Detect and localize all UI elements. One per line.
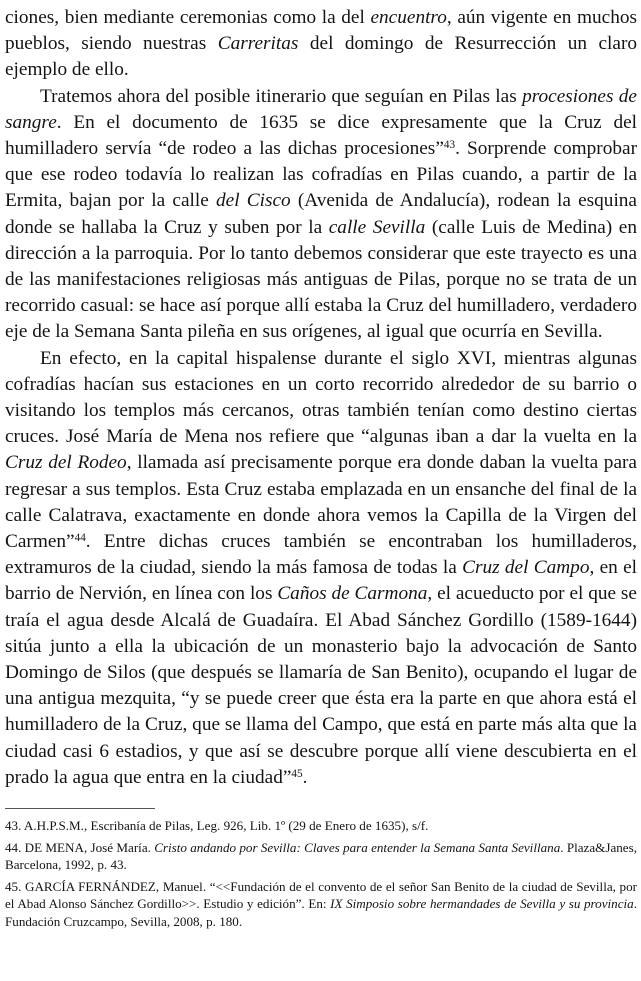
footnote-43: [5, 817, 637, 835]
text-run: (Avenida de Andalucía), rodean la esquina donde se hallaba la Cruz y suben por la: [5, 190, 637, 238]
italic-text: procesiones de sangre: [5, 85, 637, 133]
text-run: ciones, bien mediante ceremonias como la del: [5, 7, 371, 28]
text-run: . Plaza&Janes, Barcelona, 1992, p. 43.: [5, 839, 637, 873]
text-run: . Entre dichas cruces también se encontraban los humilladeros, extramuros de la ciudad, siendo la más famosa de todas la: [5, 531, 637, 579]
text-run: . Fundación Cruzcampo, Sevilla, 2008, p. 180.: [5, 896, 637, 929]
footnote-reference: 44: [74, 531, 86, 544]
italic-text: Cristo andando por Sevilla: Claves para entender la Semana Santa Sevillana: [154, 839, 561, 855]
text-run: . Sorprende comprobar que ese rodeo todavía lo realizan las cofradías en Pilas cuando, a partir de la Ermita, bajan por la calle: [5, 138, 637, 212]
italic-text: IX Simposio sobre hermandades de Sevilla y su provincia: [330, 896, 634, 912]
text-run: , el acueducto por el que se traía el agua desde Alcalá de Guadaíra. El Abad Sánchez Gordillo (1589-1644) sitúa junto a ella la ubicación de un monasterio bajo la advocación de Santo Domingo de Silos (que después se llamaría de San Benito), ocupando el lugar de una antigua mezquita, “y se puede creer que ésta era la parte en que ahora está el humilladero de la Cruz, que se llama del Campo, que está en parte más alta que la ciudad casi 6 estadios, y que así se descubre porque allí viene descubierta en el prado la agua que entra en la ciudad”: [5, 583, 637, 788]
text-run: (calle Luis de Medina) en dirección a la parroquia. Por lo tanto debemos considerar que este trayecto es una de las manifestaciones religiosas más antiguas de Pilas, porque no se trata de un recorrido casual: se hace así porque allí estaba la Cruz del humilladero, verdadero eje de la Semana Santa pileña en sus orígenes, al igual que ocurría en Sevilla.: [5, 216, 638, 343]
italic-text: del Cisco: [216, 190, 291, 212]
italic-text: Carreritas: [217, 33, 299, 55]
text-run: Tratemos ahora del posible itinerario que seguían en Pilas las: [40, 85, 523, 107]
footnote-44: [5, 839, 637, 874]
italic-text: encuentro: [370, 7, 447, 28]
document-page: [5, 5, 637, 934]
footnote-reference: 43: [443, 138, 456, 151]
italic-text: Cruz del Campo: [462, 557, 590, 579]
footnote-45: [5, 878, 637, 931]
italic-text: calle Sevilla: [328, 216, 426, 238]
footnote-reference: 45: [291, 767, 303, 780]
text-run: , llamada así precisamente porque era donde daban la vuelta para regresar a sus templos. Esta Cruz estaba emplazada en un ensanche del final de la calle Calatrava, exactamente en donde ahora vemos la Capilla de la Virgen del Carmen”: [5, 452, 637, 553]
text-run: , aún vigente en muchos pueblos, siendo nuestras: [5, 7, 637, 55]
text-run: 45. GARCÍA FERNÁNDEZ, Manuel. “<<Fundación de el convento de el señor San Benito de la ciudad de Sevilla, por el Abad Alonso Sánchez Gordillo>>. Estudio y edición”. En:: [5, 878, 637, 912]
text-run: 43. A.H.P.S.M., Escribanía de Pilas, Leg. 926, Lib. 1º (29 de Enero de 1635), s/f.: [5, 818, 429, 834]
text-run: , en el barrio de Nervión, en línea con los: [5, 557, 637, 605]
footnote-divider: [5, 808, 155, 809]
text-run: 44. DE MENA, José María.: [5, 839, 155, 855]
text-run: En efecto, en la capital hispalense durante el siglo XVI, mientras algunas cofradías hacían sus estaciones en un corto recorrido alrededor de su barrio o visitando los templos más cercanos, otras también tenían como destino ciertas cruces. José María de Mena nos refiere que “algunas iban a dar la vuelta en la: [5, 347, 637, 448]
text-run: . En el documento de 1635 se dice expresamente que la Cruz del humilladero servía “de rodeo a las dichas procesiones”: [5, 111, 637, 160]
italic-text: Cruz del Rodeo: [5, 452, 127, 474]
text-run: .: [302, 766, 308, 788]
italic-text: Caños de Carmona: [277, 583, 428, 605]
text-run: del domingo de Resurrección un claro ejemplo de ello.: [5, 33, 637, 81]
body-text: [5, 5, 637, 791]
paragraph-3: [5, 346, 637, 791]
paragraph-1: [5, 5, 637, 84]
footnotes: [5, 817, 637, 930]
paragraph-2: [5, 84, 637, 346]
